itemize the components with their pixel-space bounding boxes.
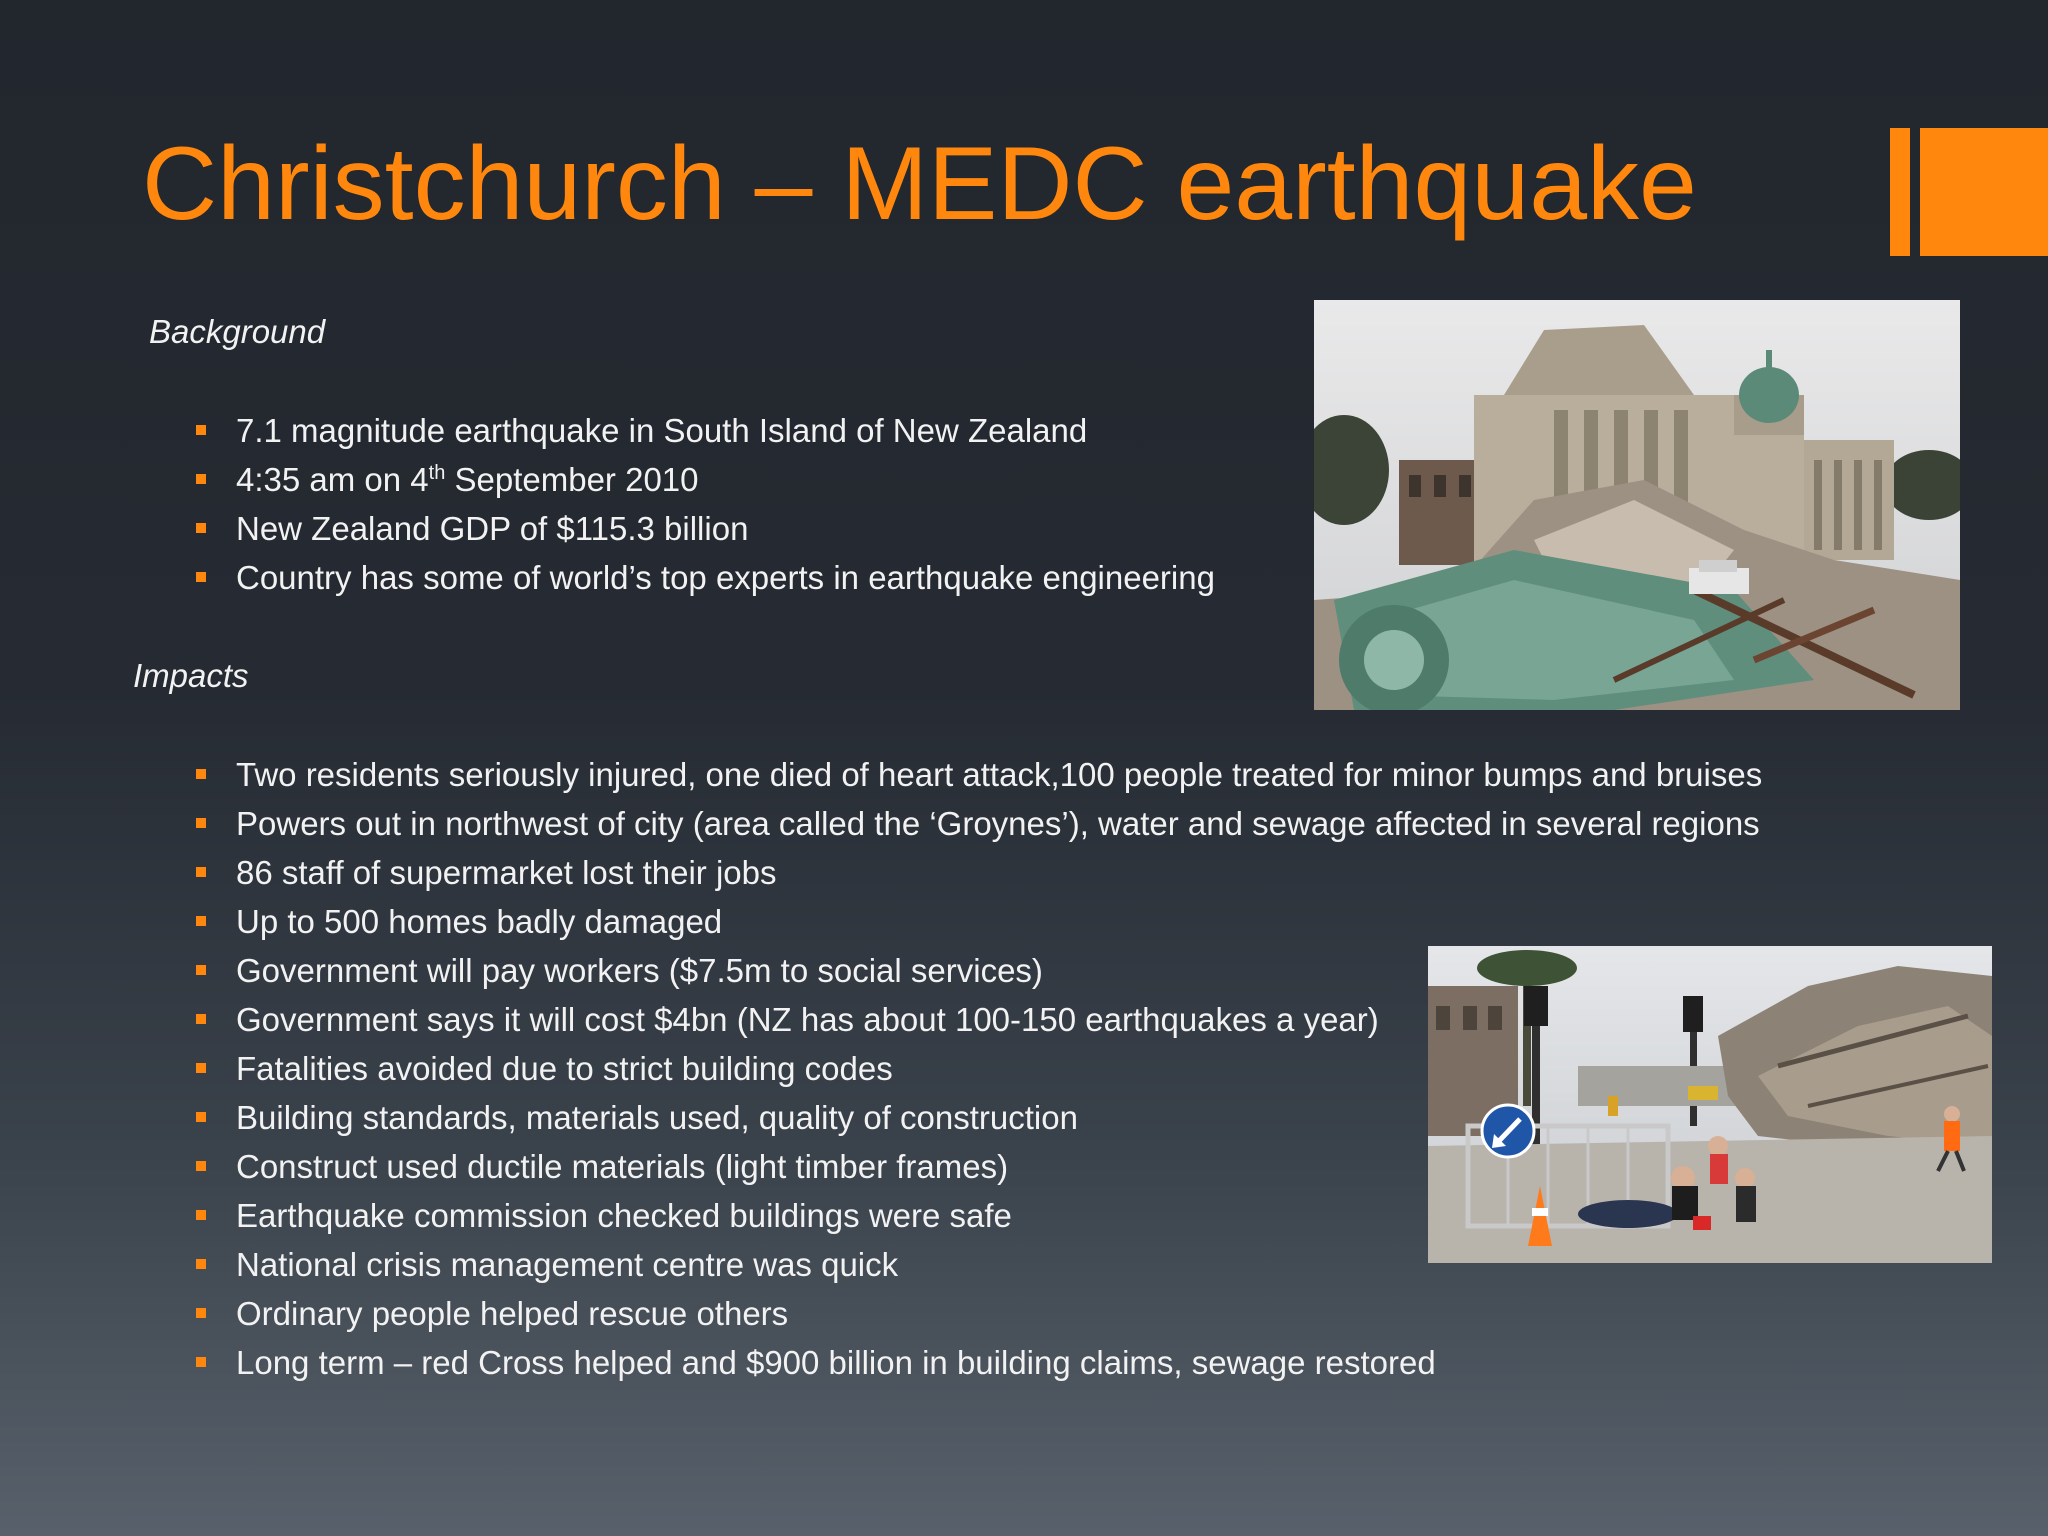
list-item-text: Long term – red Cross helped and $900 billion in building claims, sewage restored	[236, 1344, 1436, 1381]
list-item	[196, 1289, 1762, 1338]
list-item-text: Building standards, materials used, quality of construction	[236, 1099, 1078, 1136]
background-heading: Background	[149, 313, 326, 350]
bullet-square-icon	[196, 1210, 206, 1220]
list-item-text: 86 staff of supermarket lost their jobs	[236, 854, 777, 891]
list-item-text: Fatalities avoided due to strict building codes	[236, 1050, 893, 1087]
list-item-text: Earthquake commission checked buildings were safe	[236, 1197, 1012, 1234]
slide-title: Christchurch – MEDC earthquake	[142, 126, 1697, 242]
bullet-square-icon	[196, 1308, 206, 1318]
bullet-square-icon	[196, 572, 206, 582]
list-item-text-before: 4:35 am on 4	[236, 461, 429, 498]
bullet-square-icon	[196, 474, 206, 484]
bullet-square-icon	[196, 1161, 206, 1171]
bullet-square-icon	[196, 867, 206, 877]
list-item	[196, 553, 1215, 602]
bullet-square-icon	[196, 425, 206, 435]
list-item	[196, 750, 1762, 799]
bullet-square-icon	[196, 916, 206, 926]
cathedral-damage-illustration	[1314, 300, 1960, 710]
list-item-text-after: September 2010	[445, 461, 699, 498]
bullet-square-icon	[196, 1112, 206, 1122]
list-item-text: 7.1 magnitude earthquake in South Island of New Zealand	[236, 412, 1088, 449]
list-item	[196, 406, 1215, 455]
bullet-square-icon	[196, 1259, 206, 1269]
bullet-square-icon	[196, 965, 206, 975]
street-rescue-illustration	[1428, 946, 1992, 1263]
bullet-square-icon	[196, 818, 206, 828]
background-list	[196, 406, 1215, 602]
title-accent-bar	[1890, 128, 1910, 256]
list-item	[196, 1338, 1762, 1387]
bullet-square-icon	[196, 769, 206, 779]
list-item-text: Up to 500 homes badly damaged	[236, 903, 723, 940]
list-item-text: Powers out in northwest of city (area called the ‘Groynes’), water and sewage affected in several regions	[236, 805, 1760, 842]
list-item	[196, 455, 1215, 504]
list-item-text: Government will pay workers ($7.5m to social services)	[236, 952, 1043, 989]
list-item-text: National crisis management centre was quick	[236, 1246, 899, 1283]
list-item-text: Construct used ductile materials (light timber frames)	[236, 1148, 1009, 1185]
list-item-text: Government says it will cost $4bn (NZ has about 100-150 earthquakes a year)	[236, 1001, 1379, 1038]
list-item-text: Two residents seriously injured, one died of heart attack,100 people treated for minor bumps and bruises	[236, 756, 1763, 793]
list-item	[196, 848, 1762, 897]
bullet-square-icon	[196, 1014, 206, 1024]
title-accent-block	[1920, 128, 2048, 256]
impacts-heading: Impacts	[133, 657, 249, 694]
list-item	[196, 799, 1762, 848]
bullet-square-icon	[196, 523, 206, 533]
bullet-square-icon	[196, 1063, 206, 1073]
list-item	[196, 897, 1762, 946]
street-rescue-photo	[1428, 946, 1992, 1263]
cathedral-damage-photo	[1314, 300, 1960, 710]
list-item-text: Ordinary people helped rescue others	[236, 1295, 789, 1332]
list-item	[196, 504, 1215, 553]
ordinal-suffix: th	[428, 462, 446, 484]
list-item-text: New Zealand GDP of $115.3 billion	[236, 510, 749, 547]
bullet-square-icon	[196, 1357, 206, 1367]
list-item-text: Country has some of world’s top experts in earthquake engineering	[236, 559, 1215, 596]
